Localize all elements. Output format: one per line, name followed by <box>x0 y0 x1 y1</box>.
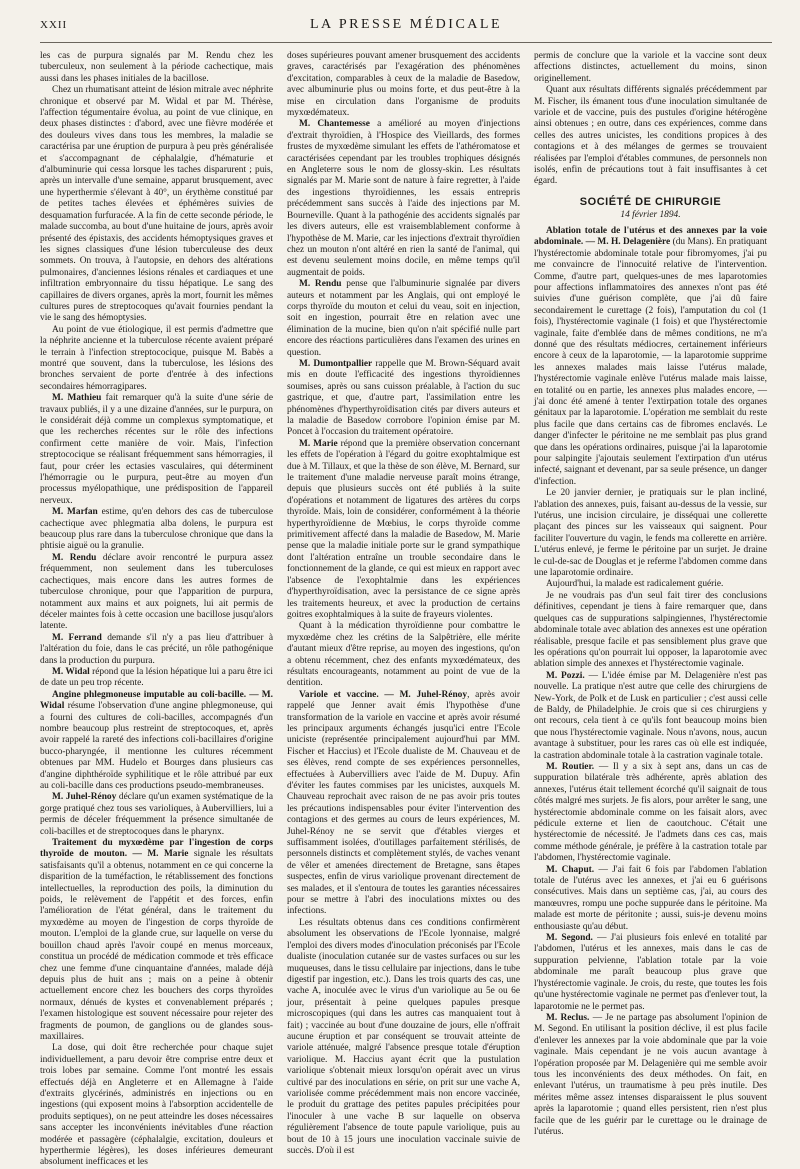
paragraph-lead: M. Widal <box>52 666 90 677</box>
paragraph <box>40 633 273 667</box>
paragraph <box>40 553 273 633</box>
page-header <box>40 16 772 43</box>
paragraph <box>287 690 520 918</box>
paragraph-text: doses supérieures pouvant amener brusquement des accidents graves, caractérisés par l'exagération des phénomènes d'excitation, comparables à ceux de la maladie de Basedow, avec albuminurie plus ou moins forte, et dus peut-être à la mise en circulation dans l'organisme de produits myxœdémateux. <box>287 51 520 119</box>
paragraph-text: rappelle que M. Brown-Séquard avait mis en doute l'efficacité des ingestions thyroïdiennes soumises, après ou sans cuisson préalable, à l'action du suc gastrique, et que, d'autre part, l'assimilation entre les phénomènes d'hyperthyroïdisation cités par divers auteurs et la maladie de Basedow corrobore l'opinion émise par M. Poncet à l'occasion du traitement opératoire. <box>287 358 520 438</box>
paragraph <box>287 279 520 359</box>
paragraph <box>287 119 520 279</box>
paragraph <box>534 762 767 865</box>
paragraph <box>40 325 273 393</box>
paragraph-lead: Angine phlegmoneuse imputable au coli-bacille. — M. Widal <box>40 689 273 712</box>
paragraph-text: Au point de vue étiologique, il est permis d'admettre que la néphrite ancienne et la tuberculose récente avaient préparé le terrain à l'infection streptococique, puisque M. Babès a montré que souvent, dans la tuberculose, les lésions des bronches servaient de porte d'entrée à des infections secondaires hémorragipares. <box>40 324 273 392</box>
paragraph-text: — J'ai fait 6 fois par l'abdomen l'ablation totale de l'utérus avec les annexes, et j'ai eu 6 guérisons consécutives. Mais dans un septième cas, j'ai, au cours des manœuvres, rompu une poche suppurée dans le péritoine. Ma malade est morte de péritonite ; aussi, suis-je devenu moins enthousiaste qu'au début. <box>534 864 767 932</box>
paragraph-text: répond que la lésion hépatique lui a paru être ici de date un peu trop récente. <box>40 666 273 689</box>
paragraph <box>287 359 520 439</box>
paragraph-lead: M. Marfan <box>52 507 98 518</box>
paragraph <box>40 393 273 507</box>
paragraph <box>534 591 767 671</box>
paragraph-text: déclare avoir rencontré le purpura assez fréquemment, non seulement dans les tuberculoses cachectiques, mais encore dans les autres formes de tuberculose chronique, pour que l'apparition de purpura, notamment aux mains et aux poignets, lui ait permis de déceler maintes fois à cette occasion une bacillose jusqu'alors latente. <box>40 552 273 632</box>
paragraph-lead: Ablation totale de l'utérus et des annexes par la voie abdominale. — M. H. Delagenière <box>534 225 767 248</box>
text-columns <box>40 51 772 1169</box>
paragraph <box>40 1043 273 1168</box>
paragraph <box>534 51 767 85</box>
paragraph-text: permis de conclure que la variole et la vaccine sont deux affections distinctes, actuellement du moins, sinon originellement. <box>534 51 767 84</box>
paragraph-lead: M. Pozzi. <box>546 670 585 681</box>
paragraph-lead: Traitement du myxœdème par l'ingestion de corps thyroïde de mouton. — M. Marie <box>40 838 273 860</box>
paragraph <box>287 918 520 1158</box>
paragraph-lead: M. Dumontpallier <box>299 358 373 369</box>
paragraph-text: résume l'observation d'une angine phlegmoneuse, qui a fourni des cultures de coli-bacilles, accompagnés d'un nombre beaucoup plus restreint de streptocoques, et, après avoir rappelé la rareté des infections coli-bacillaires d'origine bucco-pharyngée, il mentionne les cultures récemment obtenues par MM. Hudelo et Bourges dans plusieurs cas d'angine diphthéroïde syphilitique et le rôle attribué par eux au coli-bacille dans ces productions pseudo-membraneuses. <box>40 701 273 791</box>
paragraph-text: Je ne voudrais pas d'un seul fait tirer des conclusions définitives, cependant je tiens à faire remarquer que, dans quelques cas de suppurations salpingiennes, l'hystérectomie abdominale totale avec ablation des annexes est une opération réalisable, presque facile et pas sensiblement plus grave que les opérations qu'on pourrait lui opposer, la laparotomie avec ablation simple des annexes et l'hystérectomie vaginale. <box>534 590 767 670</box>
paragraph <box>534 226 767 488</box>
paragraph-lead: M. Routier. <box>546 761 595 772</box>
paragraph <box>534 488 767 579</box>
paragraph-lead: M. Segond. <box>546 933 593 944</box>
paragraph <box>40 792 273 838</box>
paragraph <box>287 621 520 689</box>
paragraph-text: déclare qu'un examen systématique de la gorge pratiqué chez tous ses varioliques, à Aubervilliers, lui a permis de déceler fréquemment la présence simultanée de coli-bacilles et de streptocoques dans le pharynx. <box>40 792 273 837</box>
paragraph-text: demande s'il n'y a pas lieu d'attribuer à l'altération du foie, dans le cas précité, un rôle pathogénique dans la production du purpura. <box>40 632 273 666</box>
paragraph <box>40 667 273 690</box>
section-title: SOCIÉTÉ DE CHIRURGIE <box>579 195 722 208</box>
paragraph <box>40 85 273 325</box>
column-middle <box>287 51 520 1169</box>
paragraph-text: estime, qu'en dehors des cas de tuberculose cachectique avec phlegmatia alba dolens, le purpura est beaucoup plus rare dans la tuberculose chronique que dans la phtisie aiguë ou la granulie. <box>40 507 273 552</box>
paragraph-text: , après avoir rappelé que Jenner avait émis l'hypothèse d'une transformation de la variole en vaccine et après avoir résumé les principaux arguments échangés jusqu'ici entre l'Ecole uniciste (représentée principalement aujourd'hui par MM. Fischer et Haccius) et l'Ecole dualiste de M. Chauveau et de ses élèves, rend compte de ses expériences personnelles, effectuées à Aubervilliers avec l'aide de M. Dupuy. Afin d'éviter les fautes commises par les unicistes, auxquels M. Chauveau reprochait avec raison de ne pas avoir pris toutes les précautions indispensables pour éviter l'intervention des contagions et des germes au cours de leurs expériences, M. Juhel-Rénoy ne se servit que d'étables vierges et suffisamment isolées, d'outillages parfaitement stérilisés, de personnels distincts et complètement stylés, de vaches venant de vêler et amenées directement de Bretagne, sans êtapes suspectes, enfin de virus variolique provenant directement de ses malades, et il s'entoura de toutes les garanties nécessaires pour se mettre à l'abri des inoculations mixtes ou des infections. <box>287 689 520 917</box>
paragraph-text: Quant à la médication thyroïdienne pour combattre le myxœdème chez les crétins de la Salpêtrière, elle mérite d'autant mieux d'être reprise, au moyen des ingestions, qu'on a obtenu récemment, chez des enfants myxœdémateux, des résultats encourageants, notamment au point de vue de la dentition. <box>287 621 520 689</box>
paragraph <box>287 439 520 622</box>
paragraph <box>40 690 273 793</box>
column-left <box>40 51 273 1169</box>
paragraph-lead: M. Rendu <box>52 552 97 563</box>
paragraph-text: La dose, qui doit être recherchée pour chaque sujet individuellement, a paru devoir être comprise entre deux et trois lobes par semaine. Comme l'ont montré les essais effectués déjà en Angleterre et en Allemagne à l'aide d'extraits glycérinés, administrés en injections ou en ingestions (qui exposent moins à l'absorption accidentelle de produits septiques), on ne peut atteindre les doses nécessaires sans accepter les inconvénients inévitables d'une réaction modérée et passagère (céphalalgie, excitation, douleurs et hyperthermie légères), les doses inférieures demeurant absolument inefficaces et les <box>40 1043 273 1168</box>
paragraph <box>534 865 767 933</box>
paragraph <box>534 671 767 762</box>
column-right-bottom <box>534 226 767 1139</box>
paragraph-text: Le 20 janvier dernier, je pratiquais sur le plan incliné, l'ablation des annexes, puis, faisant au-dessus de la vessie, sur l'utérus, une incision circulaire, je disséquai une collerette plaçant des pinces sur les vaisseaux qui saignent. Pour faciliter l'ouverture du vagin, le fends ma collerette en arrière. L'utérus enlevé, je ferme le péritoine par un surjet. Je draine le cul-de-sac de Douglas et je referme l'abdomen comme dans une laparotomie ordinaire. <box>534 488 767 579</box>
paragraph-text: Les résultats obtenus dans ces conditions confirmèrent absolument les observations de l'Ecole lyonnaise, malgré l'emploi des divers modes d'inoculation préconisés par l'Ecole dualiste (inoculation cutanée sur de vastes surfaces ou sur les muqueuses, dans le tissu cellulaire par injections, dans le tube digestif par ingestion, etc.). Dans les trois quarts des cas, une vache A, inoculée avec le virus d'un variolique au 5e ou 6e jour, présentait à peine quelques papules presque microscopiques (qui dans les autres cas manquaient tout à fait) ; vaccinée au bout d'une douzaine de jours, elle n'offrait aucune éruption et par conséquent se trouvait atteinte de variole atténuée, malgré l'absence presque totale d'éruption variolique. M. Haccius ayant écrit que la pustulation variolique s'obtenait mieux lorsqu'on opérait avec un virus cultivé par des inoculations en série, on prit sur une vache A, variolisée comme précédemment mais non encore vaccinée, le produit du grattage des petites papules précipitées pour l'inoculer à une vache B sur laquelle on observa régulièrement l'absence de toute papule variolique, puis au bout de 10 à 15 jours une inoculation vaccinale suivie de succès. D'où il est <box>287 917 520 1156</box>
column-right <box>534 51 767 1169</box>
paragraph <box>40 507 273 553</box>
paragraph-text: a amélioré au moyen d'injections d'extrait thyroïdien, à l'Hospice des Vieillards, des formes frustes de myxœdème simulant les effets de l'athéromatose et caractérisées cependant par les troubles trophiques désignés en Angleterre sous le nom de glossy-skin. Les résultats signalés par M. Marie sont de nature à faire regretter, à l'aide des ingestions thyroïdiennes, les essais entrepris précédemment sans succès à l'aide des injections par M. Bourneville. Quant à la pathogénie des accidents signalés par les divers auteurs, elle est vraisemblablement conforme à l'hypothèse de M. Marie, car les injections d'extrait thyroïdien chez un mouton n'ont altéré en rien la santé de l'animal, qui est devenu seulement moins docile, en même temps qu'il augmentait de poids. <box>287 119 520 278</box>
journal-title: LA PRESSE MÉDICALE <box>309 17 502 32</box>
paragraph-lead: M. Mathieu <box>52 393 102 404</box>
paragraph-text: Chez un rhumatisant atteint de lésion mitrale avec néphrite chronique et observé par M. Widal et par M. Thérèse, l'affection tégumentaire évolua, au point de vue clinique, en deux phases distinctes : d'abord, avec une fièvre modérée et des douleurs vives dans tous les membres, la maladie se caractérisa par une éruption de purpura à peu près généralisée et s'accompagnant de céphalalgie, d'hématurie et d'albuminurie qui cessa lorsque les taches disparurent ; puis, après un intervalle d'une semaine, apparut brusquement, avec une hyperthermie s'élevant à 40°, un érythème constitué par de petites taches élevées et éphémères suivies de desquamation furfuracée. A la fin de cette seconde période, le malade succomba, au bout d'une huitaine de jours, après avoir présenté des épistaxis, des accidents hémoptysiques graves et les signes classiques d'une lésion tuberculeuse des deux sommets. On trouva, à l'autopsie, en dehors des altérations pulmonaires, d'anciennes lésions rénales et cardiaques et une infiltration embryonnaire du tissu hépatique. Le sang des capillaires de divers organes, après la mort, fournit les mêmes cultures pures de streptocoques qu'avait fournies pendant la vie le sang des hémoptysies. <box>40 85 273 324</box>
paragraph <box>40 838 273 1043</box>
section-date: 14 février 1894. <box>620 209 681 220</box>
paragraph-text: Aujourd'hui, la malade est radicalement guérie. <box>546 579 724 590</box>
paragraph-text: (du Mans). En pratiquant l'hystérectomie abdominale totale pour fibromyomes, j'ai pu me convaincre de l'innocuité relative de l'intervention. Comme, d'autre part, quelques-unes de mes laparotomies pour affections inflammatoires des annexes n'ont pas été suivies d'une guérison complète, que j'ai dû faire secondairement le curettage (2 fois), l'amputation du col (1 fois), l'hystérectomie vaginale (1 fois) et que l'hystérectomie vaginale, faite d'emblée dans de mêmes conditions, ne m'a donné que des résultats médiocres, certainement inférieurs encore à ceux de la laparotomie, — la laparotomie supprime les annexes malades mais laisse l'utérus malade, l'hystérectomie vaginale enlève l'utérus malade mais laisse, en totalité ou en partie, les annexes plus malades encore, — j'ai donc été amené à tenter l'extirpation totale des organes génitaux par la laparotomie. L'opération me semblait du reste plus facile que dans certains cas de fibromes enclavés. Le danger d'infecter le péritoine ne me semblait pas plus grand que dans les opérations ordinaires, puisque j'ai la laparotomie pour salpingite j'ajoutais seulement l'extirpation d'un utérus infecté, saignant et devenant, par sa seule présence, un danger d'infection. <box>534 237 768 487</box>
paragraph-text: pense que l'albuminurie signalée par divers auteurs et notamment par les Anglais, qui ont employé le corps thyroïde du mouton et celui du veau, soit en injection, soit en ingestion, pourrait être en relation avec une élimination de la mucine, bien qu'on n'ait spécifié nulle part encore des réactions particulières dans l'examen des urines en question. <box>287 279 521 358</box>
paragraph <box>534 85 767 188</box>
page-number: XXII <box>40 19 68 31</box>
paragraph-lead: M. Juhel-Rénoy <box>52 792 117 803</box>
paragraph <box>534 579 767 590</box>
paragraph <box>40 51 273 85</box>
paragraph-text: répond que la première observation concernant les effets de l'opération à l'égard du goitre exophtalmique est due à M. Tillaux, et que la thèse de son élève, M. Bernard, sur le traitement d'une maladie nerveuse paraît moins étrange, depuis que plusieurs succès ont été publiés à la suite d'opérations et notamment de ligatures des artères du corps thyroïde. Mais, loin de considérer, conformément à la théorie hyperthyroïdienne de Mœbius, le corps thyroïde comme primitivement affecté dans la maladie de Basedow, M. Marie pense que la maladie initiale porte sur le grand sympathique dont l'altération entraîne un trouble secondaire dans le fonctionnement de la glande, ce qui est mieux en rapport avec l'absence de l'exophtalmie dans les expériences d'hyperthyroïdisation, avec la persistance de ce signe après les traitements heureux, et avec la production de certains goitres exophtalmiques à la suite de frayeurs violentes. <box>287 438 520 620</box>
paragraph-text: fait remarquer qu'à la suite d'une série de travaux publiés, il y a une dizaine d'années, sur le purpura, on le considérait déjà comme un complexus symptomatique, et que les recherches récentes sur le rôle des infections confirment cette manière de voir. Mais, l'infection streptococique se réalisant fréquemment sans hémorragies, il faut, pour créer les ectasies vasculaires, qui déterminent l'hémorragie ou le purpura, peut-être au moyen d'un processus myélopathique, une prédisposition de l'appareil nerveux. <box>40 393 273 506</box>
paragraph-lead: M. Rendu <box>299 279 342 290</box>
paragraph-lead: M. Chantemesse <box>299 119 370 130</box>
paragraph-text: les cas de purpura signalés par M. Rendu chez les tuberculeux, non seulement à la période cachectique, mais aussi dans les phases initiales de la bacillose. <box>40 51 273 84</box>
paragraph-text: signale les résultats satisfaisants qu'il a obtenus, notamment en ce qui concerne la disparition de la tuméfaction, le rétablissement des fonctions intellectuelles, la reproduction des poils, la diminution du poids, le relèvement de l'appétit et des forces, enfin l'amélioration de l'état général, dans le traitement du myxœdème au moyen de l'ingestion de corps thyroïde de mouton. L'emploi de la glande crue, sur laquelle on verse du bouillon chaud après l'avoir coupé en menus morceaux, constitua un procédé de médication commode et très efficace chez une femme d'une cinquantaine d'années, malade déjà depuis plus de huit ans ; mais on a peine à obtenir actuellement encore chez les bouchers des corps thyroïdes normaux, dénués de kystes et convenablement préparés ; l'examen histologique est souvent nécessaire pour rejeter des fragments de poumon, de ganglions ou de glandes sous-maxillaires. <box>40 849 273 1042</box>
paragraph-text: Quant aux résultats différents signalés précédemment par M. Fischer, ils émanent tous d'une inoculation simultanée de variole et de vaccine, puis des pustules d'origine hétérogène ainsi obtenues ; en outre, dans ces expériences, comme dans celles des autres unicistes, les conditions propices à des contagions et à des mélanges de germes se trouvaient réalisées par l'emploi d'étables communes, de personnels non isolés, enfin de précautions tout à fait insuffisantes à cet égard. <box>534 85 767 187</box>
column-right-top <box>534 51 767 188</box>
paragraph <box>534 1013 767 1138</box>
paragraph-text: — Il y a six à sept ans, dans un cas de suppuration bilatérale très adhérente, après ablation des annexes, l'utérus était tellement écorché qu'il saignait de tous côtés malgré mes surjets. Je fis alors, pour arrêter le sang, une hystérectomie abdominale comme on les faisait alors, avec pédicule externe et lien de caoutchouc. C'était une hystérectomie de nécessité. Je l'admets dans ces cas, mais comme méthode générale, je préfère à la castration totale par l'abdomen, l'hystérectomie vaginale. <box>534 761 767 864</box>
paragraph-lead: M. Marie <box>299 438 338 449</box>
paragraph-lead: M. Ferrand <box>52 632 102 643</box>
paragraph <box>534 933 767 1013</box>
paragraph <box>287 51 520 119</box>
paragraph-text: — L'idée émise par M. Delagenière n'est pas nouvelle. La pratique n'est autre que celle des chirurgiens de New-York, de Polk et de Lusk en particulier ; c'est aussi celle de Baldy, de Philadelphie. Je crois que si ces chirurgiens y ont recours, cela tient à ce qu'ils font beaucoup moins bien que nous l'hystérectomie vaginale. Nous n'avons, nous, aucun avantage à substituer, pour les rares cas où elle est indiquée, la castration abdominale totale à la castration vaginale totale. <box>534 670 767 761</box>
paragraph-lead: M. Reclus. <box>546 1012 590 1023</box>
paragraph-lead: M. Chaput. <box>546 864 595 875</box>
paragraph-lead: Variole et vaccine. — M. Juhel-Rénoy <box>299 689 468 700</box>
paragraph-text: — J'ai plusieurs fois enlevé en totalité par l'abdomen, l'utérus et les annexes, mais dans le cas de suppuration pelvienne, l'ablation totale par la voie abdominale me paraît beaucoup plus grave que l'hystérectomie vaginale. Je crois, du reste, que toutes les fois qu'une hystérectomie vaginale ne permet pas d'enlever tout, la laparotomie ne le permet pas. <box>534 933 767 1012</box>
paragraph-text: — Je ne partage pas absolument l'opinion de M. Segond. En utilisant la position déclive, il est plus facile d'enlever les annexes par la voie abdominale que par la voie vaginale. Mais cependant je ne vois aucun avantage à l'opération proposée par M. Delagenière qui me semble avoir tous les inconvénients des deux méthodes. On fait, en enlevant l'utérus, un traumatisme à peu près inutile. Des mérites même assez intenses disparaissent le plus souvent après la laparotomie ; quand elles persistent, rien n'est plus facile que de les guérir par le curettage ou le drainage de l'utérus. <box>534 1012 767 1137</box>
